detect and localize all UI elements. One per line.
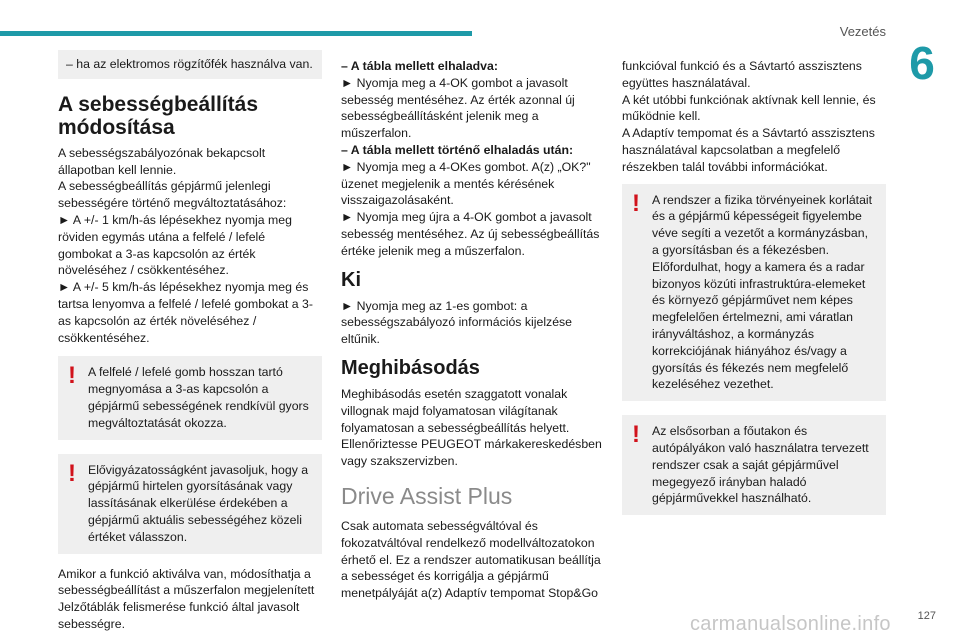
warning-box bbox=[58, 454, 322, 554]
paragraph: Amikor a funkció aktiválva van, módosíthatja a sebességbeállítást a műszerfalon megjelenített Jelzőtáblák felismerése funkció által javasolt sebességre. bbox=[58, 566, 315, 631]
instruction: ► A +/- 5 km/h-ás lépésekhez nyomja meg és tartsa lenyomva a felfelé / lefelé gombokat a 3-as kapcsolón az érték növeléséhez / csökkentéséhez. bbox=[58, 280, 313, 345]
warning-box bbox=[622, 184, 886, 402]
instruction: ► A +/- 1 km/h-ás lépésekhez nyomja meg röviden egymás utána a felfelé / lefelé gombokat a 3-as kapcsolón az érték növeléséhez / csökkentéséhez. bbox=[58, 212, 292, 278]
column-1 bbox=[58, 50, 322, 633]
instruction: ► Nyomja meg az 1-es gombot: a sebességszabályozó információs kijelzése eltűnik. bbox=[341, 298, 573, 347]
column-3 bbox=[622, 58, 886, 515]
subheading: – A tábla mellett történő elhaladás után: bbox=[341, 142, 574, 157]
heading-ki: Ki bbox=[341, 268, 361, 291]
column-2 bbox=[341, 58, 603, 602]
header-accent-bar bbox=[0, 31, 472, 36]
warning-text: Elővigyázatosságként javasoljuk, hogy a gépjármű hirtelen gyorsításának vagy lassításának elkerülése érdekében a gépjármű aktuális sebességéhez közeli értéket válasszon. bbox=[88, 462, 309, 544]
section-heading: A sebességbeállítás módosítása bbox=[58, 92, 258, 139]
subheading: – A tábla mellett elhaladva: bbox=[341, 59, 498, 73]
warning-text: A rendszer a fizika törvényeinek korlátait és a gépjármű képességeit figyelembe véve segíti a vezetőt a kormányzásban, a gyorsításban és a fékezésben. Előfordulhat, hogy a kamera és a radar bizonyos közúti infrastruktúra-elemeket és környező gépjárművet nem képes megfelelően értelmezni, ami váratlan irányváltáshoz, a kormányzás korrekciójának hiányához és/vagy a gyorsítás és fékezés nem megfelelő kezeléséhez vezethet. bbox=[652, 192, 873, 392]
section-title-drive-assist: Drive Assist Plus bbox=[341, 482, 513, 509]
instruction: ► Nyomja meg újra a 4-OK gombot a javasolt sebesség mentéséhez. Az új sebességbeállítás értéke jelenik meg a műszerfalon. bbox=[341, 210, 600, 258]
exclamation-icon: ! bbox=[68, 362, 76, 390]
instruction: ► Nyomja meg a 4-OK gombot a javasolt sebesség mentéséhez. Az érték azonnal új sebességbeállításként jelenik meg a műszerfalon. bbox=[341, 75, 575, 141]
warning-text: A felfelé / lefelé gomb hosszan tartó megnyomása a 3-as kapcsolón a gépjármű sebességének rendkívül gyors megváltoztatását okozza. bbox=[88, 365, 309, 430]
instruction: ► Nyomja meg a 4-OKes gombot. A(z) „OK?" üzenet megjelenik a mentés kérésének visszaigazolásaként. bbox=[341, 159, 591, 208]
page-number: 127 bbox=[917, 610, 936, 622]
paragraph: A sebességbeállítás gépjármű jelenlegi sebességére történő megváltoztatásához: bbox=[58, 179, 287, 211]
note-text: – ha az elektromos rögzítőfék használva van. bbox=[66, 57, 313, 71]
chapter-number: 6 bbox=[909, 37, 935, 89]
paragraph: A Adaptív tempomat és a Sávtartó asszisztens használatával kapcsolatban a megfelelő részekben talál további információkat. bbox=[622, 126, 875, 174]
paragraph: funkcióval funkció és a Sávtartó asszisztens együttes használatával. bbox=[622, 59, 862, 90]
paragraph: A két utóbbi funkciónak aktívnak kell lennie, és működnie kell. bbox=[622, 92, 876, 124]
paragraph: Meghibásodás esetén szaggatott vonalak villognak majd folyamatosan világítanak folyamatosan a sebességbeállítás helyett. Ellenőriztesse PEUGEOT márkakereskedésben vagy szakszervizben. bbox=[341, 386, 602, 469]
header-title: Vezetés bbox=[839, 24, 886, 39]
heading-meghibasodas: Meghibásodás bbox=[341, 356, 480, 379]
exclamation-icon: ! bbox=[68, 459, 76, 487]
warning-text: Az elsősorban a főutakon és autópályákon való használatra tervezett rendszer csak a saját gépjárművel megegyező irányban haladó gépjárművekkel használható. bbox=[652, 424, 869, 506]
paragraph: A sebességszabályozónak bekapcsolt állapotban kell lennie. bbox=[58, 145, 266, 177]
warning-box bbox=[58, 356, 322, 439]
watermark: carmanualsonline.info bbox=[690, 613, 891, 635]
exclamation-icon: ! bbox=[632, 421, 640, 449]
paragraph: Csak automata sebességváltóval és fokozatváltóval rendelkező modellváltozatokon érhető el. Ez a rendszer automatikusan beállítja a sebességet és korrigálja a gépjármű menetpályáját a(z) Adaptív tempomat Stop&Go bbox=[341, 518, 601, 601]
exclamation-icon: ! bbox=[632, 189, 640, 217]
note-box bbox=[58, 50, 322, 79]
warning-box bbox=[622, 415, 886, 515]
